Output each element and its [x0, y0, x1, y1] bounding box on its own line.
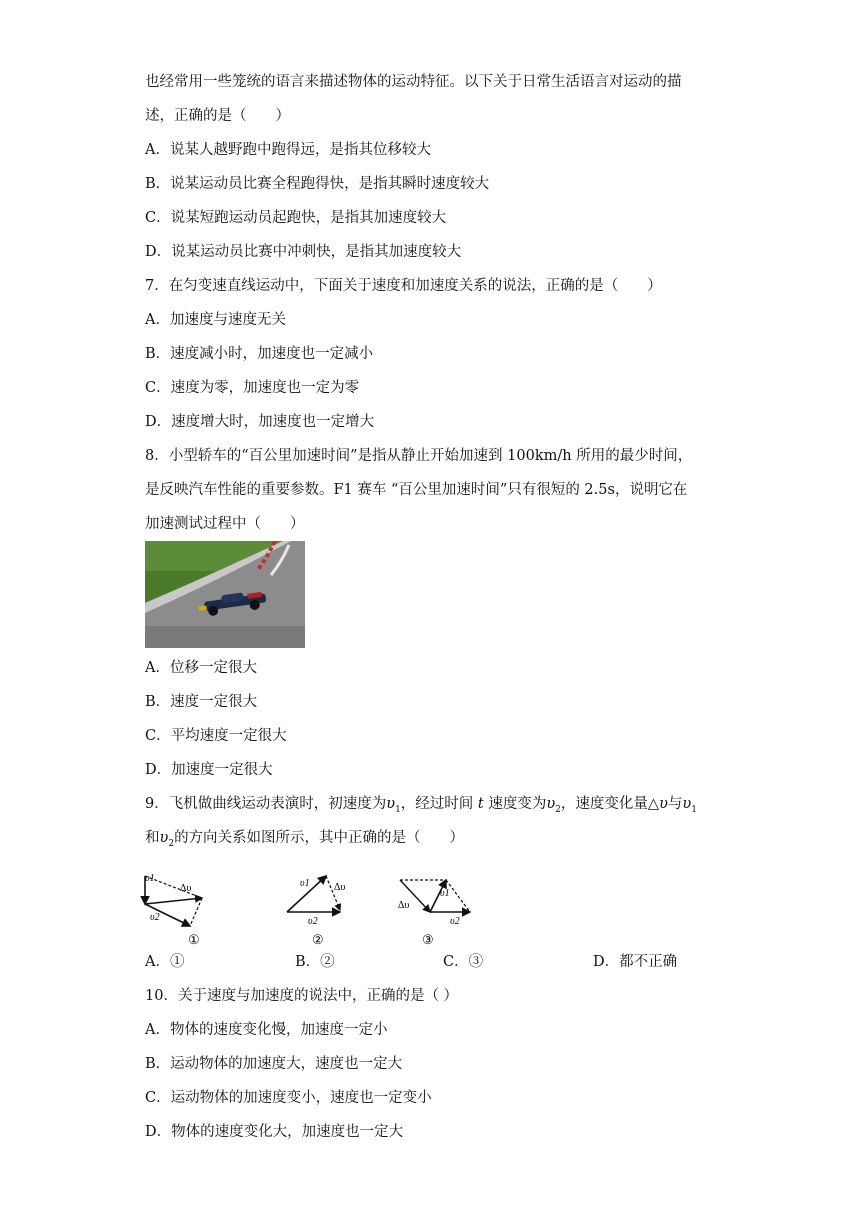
q6-option-d: D．说某运动员比赛中冲刺快，是指其加速度较大	[145, 244, 462, 260]
q8-option-b: B．速度一定很大	[145, 694, 258, 710]
q9-option-d: D．都不正确	[593, 954, 678, 970]
q10-option-b: B．运动物体的加速度大，速度也一定大	[145, 1056, 403, 1072]
fig3-v2-label: υ2	[450, 916, 460, 927]
q6-option-a: A．说某人越野跑中跑得远，是指其位移较大	[145, 142, 431, 158]
q10-option-a: A．物体的速度变化慢，加速度一定小	[145, 1022, 388, 1038]
fig3-dv-label: Δυ	[398, 900, 410, 911]
q8-stem-line1: 8．小型轿车的“百公里加速时间”是指从静止开始加速到 100km/h 所用的最少时间，	[145, 448, 693, 464]
q7-option-a: A．加速度与速度无关	[145, 312, 286, 328]
q9-stem-line1: 9．飞机做曲线运动表演时，初速度为$\upsilon_1$，经过时间 t 速度变为$\upsilon_2$，速度变化量△υ与$\upsilon_1$	[145, 796, 697, 815]
q7-option-d: D．速度增大时，加速度也一定增大	[145, 414, 375, 430]
q9-option-c: C．③	[443, 954, 484, 970]
q8-option-d: D．加速度一定很大	[145, 762, 273, 778]
q8-stem-line2: 是反映汽车性能的重要参数。F1 赛车 “百公里加速时间”只有很短的 2.5s，说明它在	[145, 482, 688, 498]
q10-option-d: D．物体的速度变化大，加速度也一定大	[145, 1124, 404, 1140]
fig1-v2-label: υ2	[150, 912, 160, 923]
fig1-v1-label: υ1	[145, 873, 155, 884]
fig2-v2-label: υ2	[308, 916, 318, 927]
fig1-dv-label: Δυ	[180, 883, 192, 894]
fig2-v1-label: υ1	[300, 878, 310, 889]
vector-diagram-3	[394, 868, 484, 952]
q7-stem: 7．在匀变速直线运动中，下面关于速度和加速度关系的说法，正确的是（ ）	[145, 278, 662, 294]
fig2-number-label: ②	[312, 932, 324, 947]
q9-option-a: A．①	[145, 954, 185, 970]
q9-stem-line2: 和$\upsilon_2$的方向关系如图所示，其中正确的是（ ）	[145, 830, 465, 849]
q8-option-c: C．平均速度一定很大	[145, 728, 287, 744]
q7-option-c: C．速度为零，加速度也一定为零	[145, 380, 360, 396]
text-line: 也经常用一些笼统的语言来描述物体的运动特征。以下关于日常生活语言对运动的描	[145, 74, 682, 90]
fig3-v1-label: υ1	[440, 888, 450, 899]
q7-option-b: B．速度减小时，加速度也一定减小	[145, 346, 374, 362]
f1-car-photo	[145, 541, 305, 648]
q9-option-b: B．②	[295, 954, 335, 970]
q10-stem: 10．关于速度与加速度的说法中，正确的是（ ）	[145, 988, 459, 1004]
fig2-dv-label: Δυ	[334, 882, 346, 893]
fig3-number-label: ③	[422, 932, 434, 947]
q6-option-c: C．说某短跑运动员起跑快，是指其加速度较大	[145, 210, 447, 226]
q6-option-b: B．说某运动员比赛全程跑得快，是指其瞬时速度较大	[145, 176, 490, 192]
fig1-number-label: ①	[188, 932, 200, 947]
q8-stem-line3: 加速测试过程中（ ）	[145, 516, 305, 532]
vector-diagram-2	[282, 868, 372, 952]
q10-option-c: C．运动物体的加速度变小，速度也一定变小	[145, 1090, 432, 1106]
text-line: 述，正确的是（ ）	[145, 108, 290, 124]
vector-diagram-1	[140, 868, 230, 952]
q8-option-a: A．位移一定很大	[145, 660, 257, 676]
